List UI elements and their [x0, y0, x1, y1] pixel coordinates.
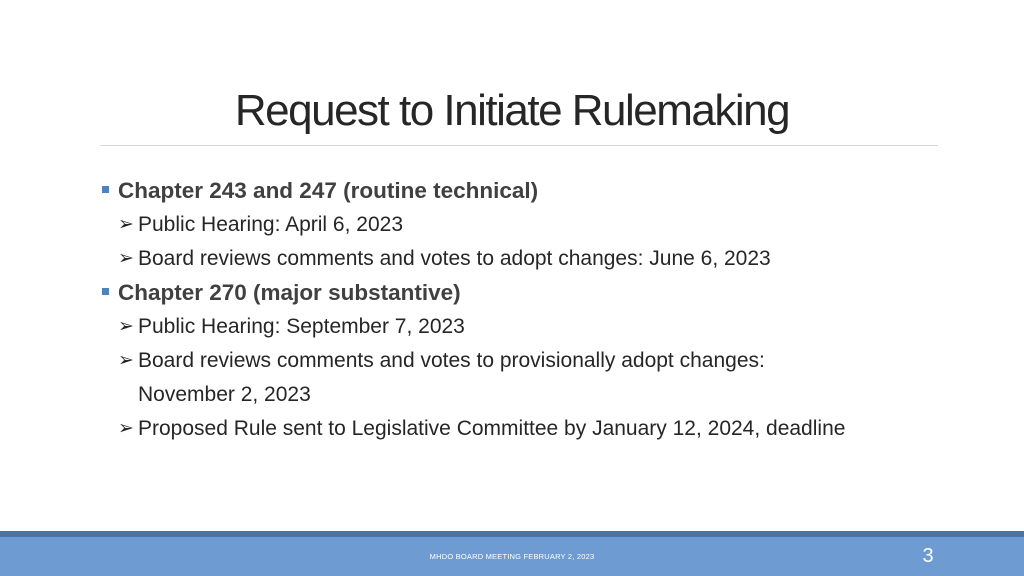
arrow-bullet-icon: ➢	[118, 316, 134, 337]
sub-bullet	[100, 310, 940, 344]
sub-bullet	[100, 412, 940, 446]
sub-bullet	[100, 344, 940, 412]
slide-content	[100, 174, 940, 446]
square-bullet-icon	[102, 288, 109, 295]
sub-bullet-text: Board reviews comments and votes to adopt changes: June 6, 2023	[138, 247, 771, 270]
slide-title: Request to Initiate Rulemaking	[234, 86, 790, 135]
page-number: 3	[922, 545, 934, 567]
bullet-chapter-270	[100, 276, 940, 310]
footer-text: MHDO BOARD MEETING FEBRUARY 2, 2023	[429, 552, 595, 561]
sub-bullet-text-continued: November 2, 2023	[138, 383, 311, 406]
bullet-text: Chapter 270 (major substantive)	[118, 280, 461, 305]
arrow-bullet-icon: ➢	[118, 418, 134, 439]
title-divider	[100, 145, 938, 146]
sub-bullet-text: Public Hearing: April 6, 2023	[138, 213, 403, 236]
arrow-bullet-icon: ➢	[118, 350, 134, 371]
sub-bullet-text: Proposed Rule sent to Legislative Committee by January 12, 2024, deadline	[138, 417, 846, 440]
bullet-chapter-243-247	[100, 174, 940, 208]
arrow-bullet-icon: ➢	[118, 214, 134, 235]
sub-bullet-text: Public Hearing: September 7, 2023	[138, 315, 465, 338]
sub-bullet	[100, 242, 940, 276]
bullet-text: Chapter 243 and 247 (routine technical)	[118, 178, 539, 203]
sub-bullet	[100, 208, 940, 242]
square-bullet-icon	[102, 186, 109, 193]
arrow-bullet-icon: ➢	[118, 248, 134, 269]
sub-bullet-text: Board reviews comments and votes to provisionally adopt changes:	[138, 349, 765, 372]
